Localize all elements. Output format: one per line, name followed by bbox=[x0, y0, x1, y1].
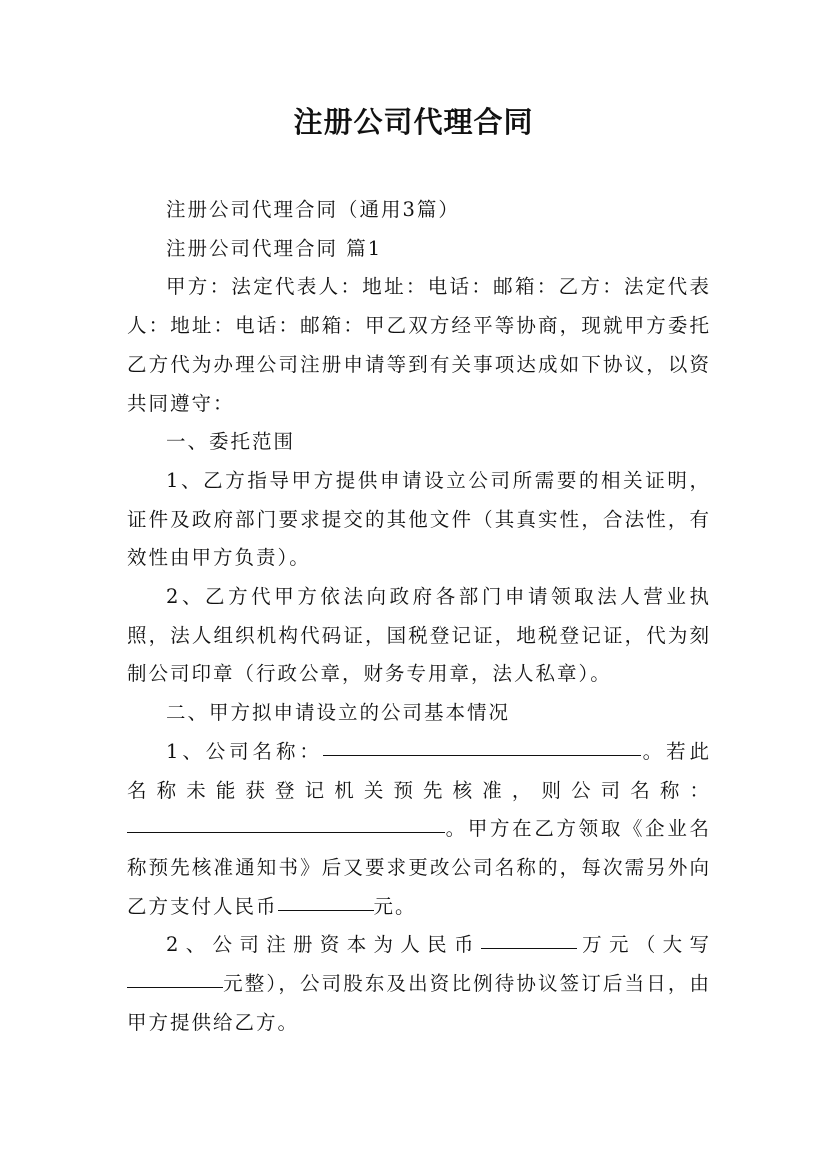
section-2-heading: 二、甲方拟申请设立的公司基本情况 bbox=[166, 701, 511, 725]
company-name-label: 1、公司名称： bbox=[166, 739, 323, 763]
document-title: 注册公司代理合同 bbox=[293, 105, 534, 139]
capital-amount-blank bbox=[481, 947, 577, 949]
section-2-item-2 bbox=[127, 926, 711, 1042]
capital-rest: 元整），公司股东及出资比例待协议签订后当日，由甲方提供给乙方。 bbox=[127, 972, 711, 1034]
capital-label: 2、公司注册资本为人民币 bbox=[166, 933, 481, 957]
company-name-alt-text: 。若此名称未能获登记机关预先核准，则公司名称： bbox=[127, 739, 711, 802]
name-change-unit: 元。 bbox=[373, 894, 417, 918]
name-change-fee-blank bbox=[278, 909, 374, 911]
parties-paragraph: 甲方：法定代表人：地址：电话：邮箱：乙方：法定代表人：地址：电话：邮箱：甲乙双方经平等协商，现就甲方委托乙方代为办理公司注册申请等到有关事项达成如下协议，以资共同遵守： bbox=[127, 275, 711, 415]
capital-uppercase-blank bbox=[127, 986, 223, 988]
company-name-blank bbox=[323, 754, 641, 756]
section-1-item-1: 1、乙方指导甲方提供申请设立公司所需要的相关证明，证件及政府部门要求提交的其他文件（其真实性，合法性，有效性由甲方负责）。 bbox=[127, 468, 711, 570]
name-change-text: 。甲方在乙方领取《企业名称预先核准通知书》后又要求更改公司名称的，每次需另外向乙方支付人民币 bbox=[127, 817, 711, 918]
section-1-item-2: 2、乙方代甲方依法向政府各部门申请领取法人营业执照，法人组织机构代码证，国税登记证，地税登记证，代为刻制公司印章（行政公章，财务专用章，法人私章）。 bbox=[127, 585, 711, 686]
document-body bbox=[127, 191, 711, 1042]
subtitle-line: 注册公司代理合同（通用3篇） bbox=[166, 198, 460, 221]
company-name-alt-blank bbox=[127, 831, 445, 833]
capital-unit: 万元（大写 bbox=[576, 933, 711, 957]
section-1-heading: 一、委托范围 bbox=[166, 430, 296, 454]
section-2-item-1 bbox=[127, 733, 711, 927]
part-heading: 注册公司代理合同 篇1 bbox=[166, 236, 383, 260]
